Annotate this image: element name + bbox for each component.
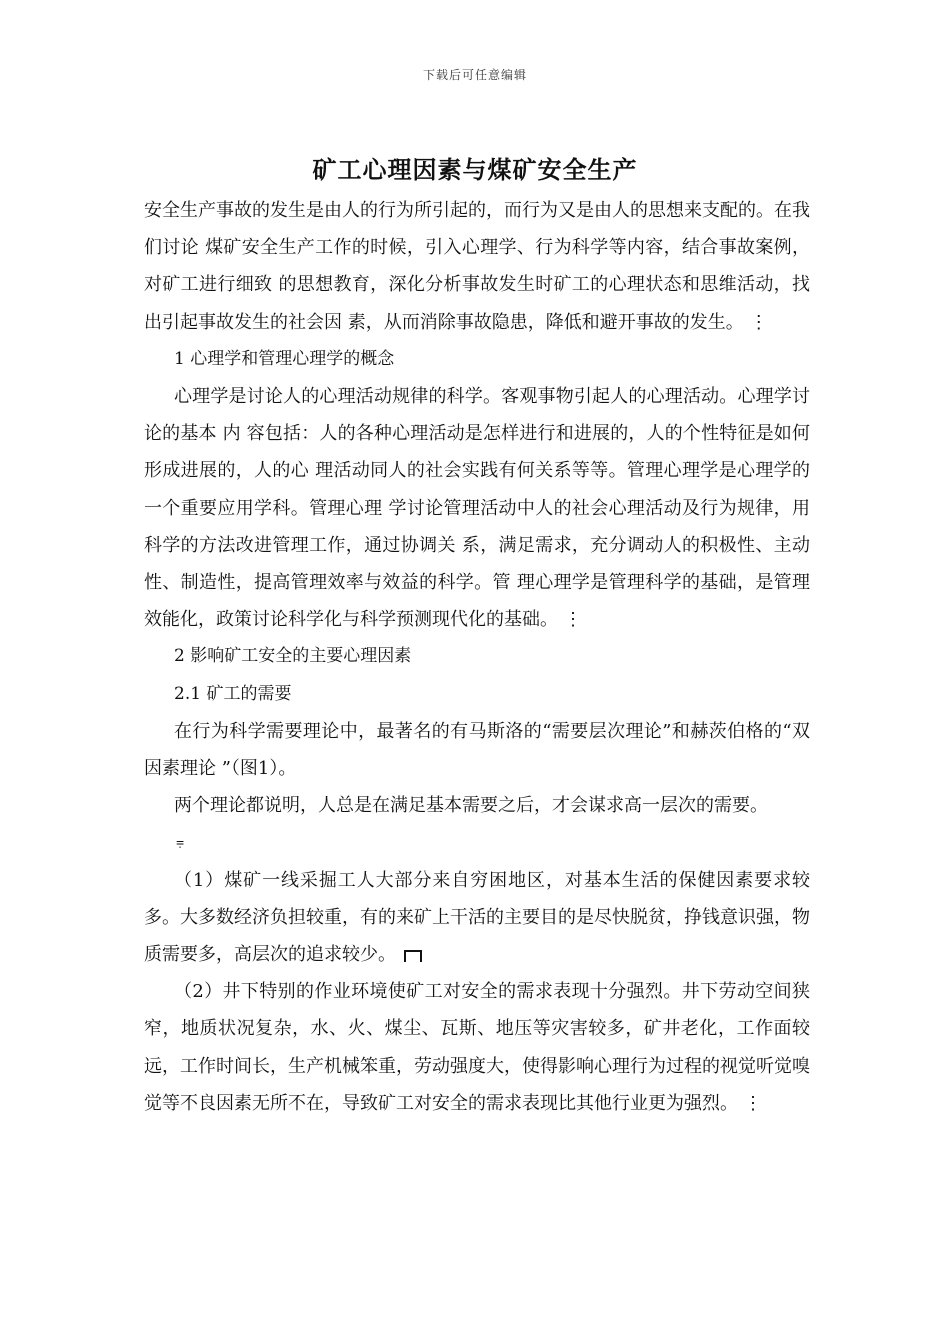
ellipsis-mark: ⋮ <box>564 609 582 631</box>
item-1-paragraph <box>144 862 810 974</box>
equals-symbol: ⩦ <box>176 834 185 851</box>
document-body <box>144 192 810 1122</box>
item-2-paragraph <box>144 973 810 1122</box>
section-1-paragraph <box>144 378 810 638</box>
section-2-heading: 2 影响矿工安全的主要心理因素 <box>174 646 412 667</box>
section-2-1-heading: 2.1 矿工的需要 <box>174 683 292 704</box>
header-note: 下载后可任意编辑 <box>422 68 527 82</box>
intro-text: 安全生产事故的发生是由人的行为所引起的，而行为又是由人的思想来支配的。在我们讨论 煤矿安全生产工作的时候，引入心理学、行为科学等内容，结合事故案例，对矿工进行细致 的思想教育，深化分析事故发生时矿工的心理状态和思维活动，找出引起事故发生的社会因 素，从而消除事故隐患，降低和避开事故的发生。 <box>144 200 810 333</box>
ellipsis-mark: ⋮ <box>749 311 768 333</box>
ellipsis-mark: ⋮ <box>744 1092 762 1114</box>
intro-paragraph <box>144 192 810 341</box>
section-1-heading: 1 心理学和管理心理学的概念 <box>174 348 395 369</box>
section-2-1-paragraph: 在行为科学需要理论中，最著名的有马斯洛的“需要层次理论”和赫茨伯格的“双因素理论 ”（图1）。 <box>144 720 810 780</box>
section-1-text: 心理学是讨论人的心理活动规律的科学。客观事物引起人的心理活动。心理学讨论的基本 内 容包括：人的各种心理活动是怎样进行和进展的，人的个性特征是如何形成进展的，人的心 理活动同人的社会实践有何关系等等。管理心理学是心理学的一个重要应用学科。管理心理 学讨论管理活动中人的社会心理活动及行为规律，用科学的方法改进管理工作，通过协调关 系，满足需求，充分调动人的积极性、主动性、制造性，提高管理效率与效益的科学。管 理心理学是管理科学的基础，是管理效能化，政策讨论科学化与科学预测现代化的基础。 <box>144 386 810 631</box>
section-2-1-paragraph-2: 两个理论都说明，人总是在满足基本需要之后，才会谋求高一层次的需要。 <box>174 795 768 817</box>
bracket-mark-icon <box>404 950 422 962</box>
item-2-text: （2）井下特别的作业环境使矿工对安全的需求表现十分强烈。井下劳动空间狭窄，地质状况复杂，水、火、煤尘、瓦斯、地压等灾害较多，矿井老化，工作面较远，工作时间长，生产机械笨重，劳动强度大，使得影响心理行为过程的视觉听觉嗅觉等不良因素无所不在，导致矿工对安全的需求表现比其他行业更为强烈。 <box>144 981 810 1114</box>
item-1-text: （1）煤矿一线采掘工人大部分来自穷困地区，对基本生活的保健因素要求较多。大多数经济负担较重，有的来矿上干活的主要目的是尽快脱贫，挣钱意识强，物质需要多，高层次的追求较少。 <box>144 869 810 966</box>
document-title: 矿工心理因素与煤矿安全生产 <box>312 155 638 184</box>
